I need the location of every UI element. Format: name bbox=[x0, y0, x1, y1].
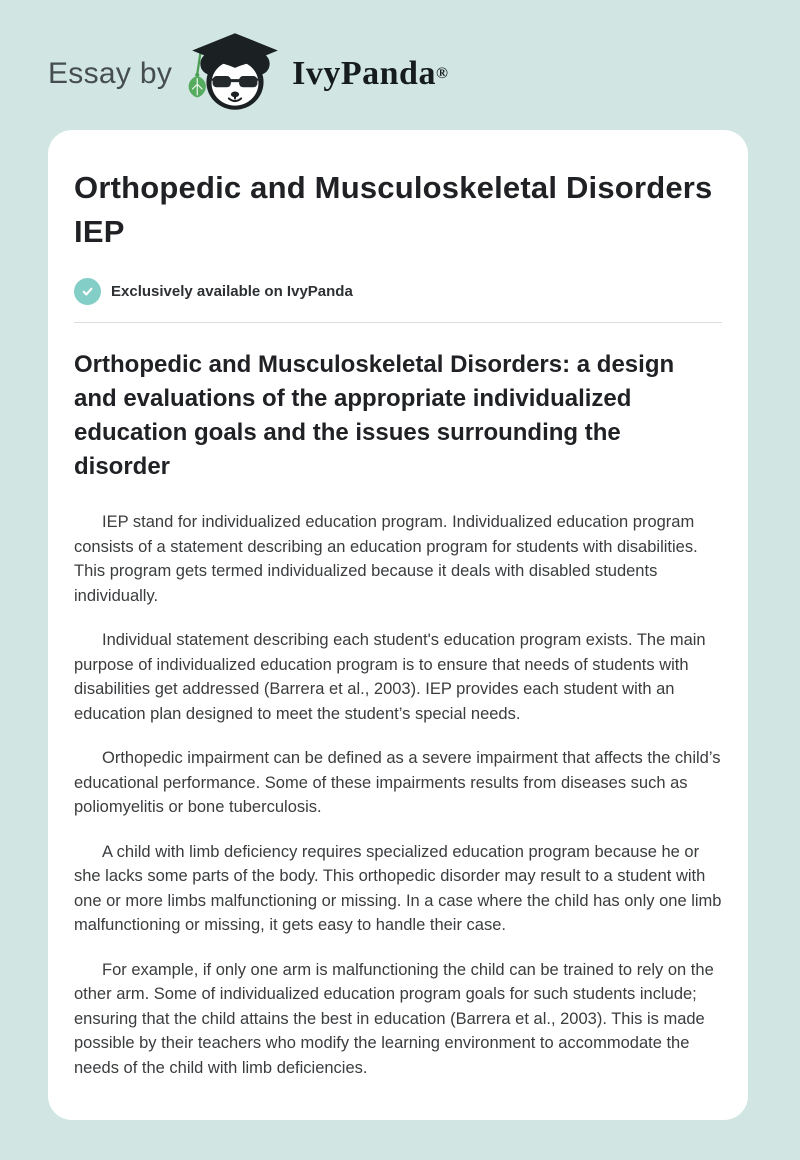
exclusive-badge bbox=[74, 278, 722, 305]
panda-graduate-icon bbox=[184, 33, 286, 115]
brand-name: IvyPanda bbox=[292, 55, 436, 92]
divider bbox=[74, 322, 722, 323]
page-title: Orthopedic and Musculoskeletal Disorders IEP bbox=[74, 170, 713, 249]
paragraph-1: IEP stand for individualized education program. Individualized education program consists of a statement describing an education program for students with disabilities. This program gets termed individualized because it deals with disabled students individually. bbox=[74, 513, 698, 605]
badge-label: Exclusively available on IvyPanda bbox=[111, 283, 353, 300]
paragraph-5: For example, if only one arm is malfunctioning the child can be trained to rely on the other arm. Some of individualized education program goals for such students include; ensuring that the child attains the best in education (Barrera et al., 2003). This is made possible by their teachers who modify the learning environment to accommodate the needs of the child with limb deficiencies. bbox=[74, 960, 714, 1077]
check-icon bbox=[74, 278, 101, 305]
ivypanda-logo bbox=[184, 33, 448, 115]
registered-mark: ® bbox=[435, 65, 448, 82]
paragraph-3: Orthopedic impairment can be defined as a severe impairment that affects the child’s educational performance. Some of these impairments results from diseases such as poliomyelitis or bone tuberculosis. bbox=[74, 749, 721, 816]
essay-by-label: Essay by bbox=[48, 57, 173, 90]
essay-card bbox=[48, 130, 748, 1120]
paragraph-2: Individual statement describing each student's education program exists. The main purpose of individualized education program is to ensure that needs of students with disabilities get addressed (Barrera et al., 2003). IEP provides each student with an education plan designed to meet the student’s special needs. bbox=[74, 631, 706, 723]
paragraph-4: A child with limb deficiency requires specialized education program because he or she lacks some parts of the body. This orthopedic disorder may result to a student with one or more limbs malfunctioning or missing. In a case where the child has only one limb malfunctioning or missing, it gets easy to handle their case. bbox=[74, 842, 722, 934]
section-heading: Orthopedic and Musculoskeletal Disorders: a design and evaluations of the appropriate individualized education goals and the issues surrounding the disorder bbox=[74, 351, 675, 480]
site-header bbox=[0, 0, 800, 114]
